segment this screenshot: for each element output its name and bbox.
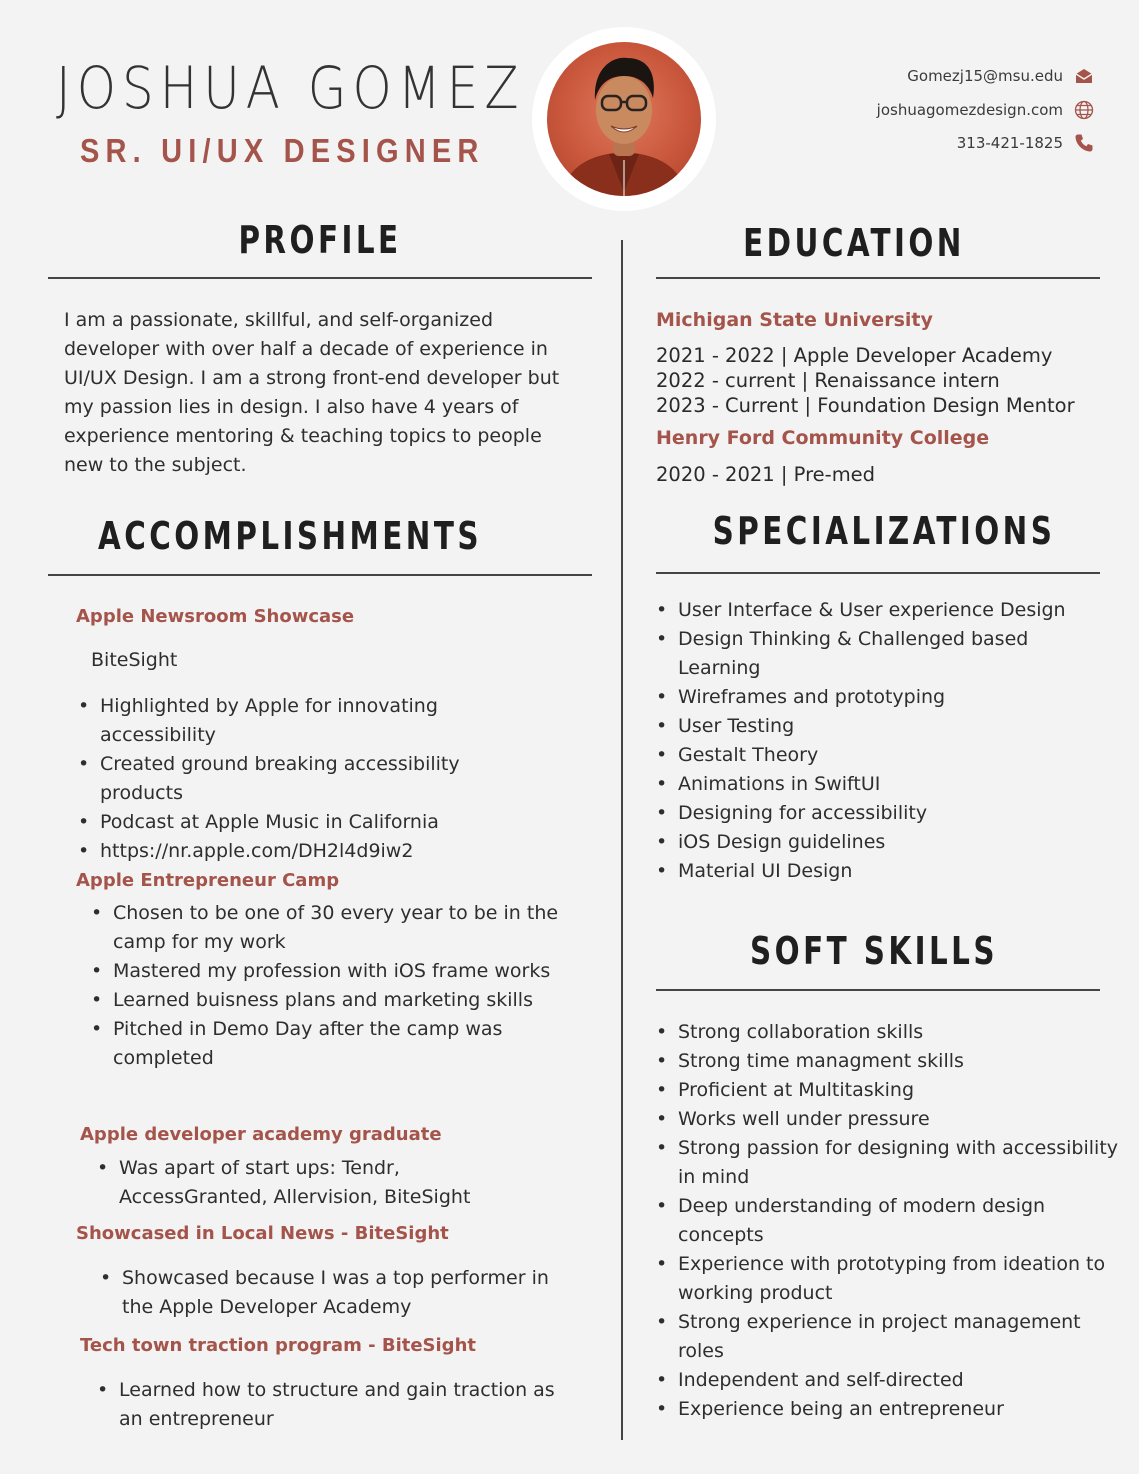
list-item: • Strong passion for designing with accessibility in mind <box>654 1134 1124 1192</box>
list-item: • Design Thinking & Challenged based Learning <box>654 625 1116 683</box>
list-item: • Gestalt Theory <box>654 741 1116 770</box>
specializations-list <box>654 596 1116 886</box>
accomplishment-list-tech-town <box>95 1376 565 1434</box>
soft-skills-heading: SOFT SKILLS <box>750 929 998 973</box>
accomplishment-list-camp <box>89 899 559 1073</box>
accomplishment-heading-local-news: Showcased in Local News - BiteSight <box>76 1223 449 1244</box>
accomplishment-list-newsroom <box>76 692 496 866</box>
list-item: • Animations in SwiftUI <box>654 770 1116 799</box>
school-name-hfcc: Henry Ford Community College <box>656 427 990 449</box>
envelope-icon <box>1073 66 1095 86</box>
education-line: 2022 - current | Renaissance intern <box>656 369 1000 392</box>
accomplishment-heading-tech-town: Tech town traction program - BiteSight <box>80 1335 476 1356</box>
accomplishment-sub-bitesight: BiteSight <box>91 649 178 671</box>
accomplishments-rule <box>48 574 592 576</box>
list-item: • Learned how to structure and gain traction as an entrepreneur <box>95 1376 565 1434</box>
education-heading: EDUCATION <box>743 221 965 265</box>
list-item: • Wireframes and prototyping <box>654 683 1116 712</box>
column-divider <box>621 240 623 1440</box>
specializations-heading: SPECIALIZATIONS <box>712 509 1056 553</box>
list-item: • Proficient at Multitasking <box>654 1076 1124 1105</box>
list-item: • Strong time managment skills <box>654 1047 1124 1076</box>
accomplishment-list-local-news <box>98 1264 558 1322</box>
list-item: • Designing for accessibility <box>654 799 1116 828</box>
education-line: 2023 - Current | Foundation Design Mentor <box>656 394 1075 417</box>
contact-website[interactable] <box>877 100 1095 120</box>
specializations-rule <box>656 572 1100 574</box>
education-line: 2021 - 2022 | Apple Developer Academy <box>656 344 1053 367</box>
contact-phone[interactable] <box>957 133 1095 153</box>
globe-icon <box>1073 100 1095 120</box>
list-item: • Showcased because I was a top performer in the Apple Developer Academy <box>98 1264 558 1322</box>
list-item: • Highlighted by Apple for innovating accessibility <box>76 692 496 750</box>
list-item: • Deep understanding of modern design concepts <box>654 1192 1124 1250</box>
list-item: • Was apart of start ups: Tendr, AccessGranted, Allervision, BiteSight <box>95 1154 515 1212</box>
profile-rule <box>48 277 592 279</box>
email-text[interactable]: Gomezj15@msu.edu <box>907 67 1063 85</box>
soft-skills-list <box>654 1018 1124 1424</box>
list-item: • Experience being an entrepreneur <box>654 1395 1124 1424</box>
accomplishment-heading-academy: Apple developer academy graduate <box>80 1124 442 1145</box>
phone-icon <box>1073 133 1095 153</box>
list-item: • iOS Design guidelines <box>654 828 1116 857</box>
list-item: • Pitched in Demo Day after the camp was completed <box>89 1015 559 1073</box>
list-item: • User Interface & User experience Design <box>654 596 1116 625</box>
profile-photo <box>547 42 701 196</box>
list-item: • Works well under pressure <box>654 1105 1124 1134</box>
candidate-name: JOSHUA GOMEZ <box>56 54 525 122</box>
phone-text[interactable]: 313-421-1825 <box>956 134 1063 152</box>
accomplishment-heading-newsroom: Apple Newsroom Showcase <box>76 606 355 627</box>
list-item: • Strong experience in project management roles <box>654 1308 1124 1366</box>
accomplishment-list-academy <box>95 1154 515 1212</box>
accomplishments-heading: ACCOMPLISHMENTS <box>98 514 482 558</box>
profile-heading: PROFILE <box>238 218 402 262</box>
list-item: • Strong collaboration skills <box>654 1018 1124 1047</box>
candidate-role: SR. UI/UX DESIGNER <box>80 132 485 169</box>
education-rule <box>656 277 1100 279</box>
education-line: 2020 - 2021 | Pre-med <box>656 463 876 486</box>
list-item: • User Testing <box>654 712 1116 741</box>
list-item-link[interactable]: • https://nr.apple.com/DH2l4d9iw2 <box>76 837 496 866</box>
accomplishment-heading-camp: Apple Entrepreneur Camp <box>76 870 340 891</box>
soft-skills-rule <box>656 989 1100 991</box>
website-text[interactable]: joshuagomezdesign.com <box>876 101 1063 119</box>
list-item: • Material UI Design <box>654 857 1116 886</box>
profile-text: I am a passionate, skillful, and self-organized developer with over half a decade of experience in UI/UX Design. I am a strong front-end developer but my passion lies in design. I also have 4 years of experience mentoring & teaching topics to people new to the subject. <box>64 309 560 476</box>
contact-email[interactable] <box>907 66 1095 86</box>
list-item: • Chosen to be one of 30 every year to be in the camp for my work <box>89 899 559 957</box>
list-item: • Independent and self-directed <box>654 1366 1124 1395</box>
list-item: • Learned buisness plans and marketing skills <box>89 986 559 1015</box>
list-item: • Created ground breaking accessibility products <box>76 750 496 808</box>
school-name-msu: Michigan State University <box>656 309 933 331</box>
list-item: • Podcast at Apple Music in California <box>76 808 496 837</box>
list-item: • Mastered my profession with iOS frame works <box>89 957 559 986</box>
list-item: • Experience with prototyping from ideation to working product <box>654 1250 1124 1308</box>
